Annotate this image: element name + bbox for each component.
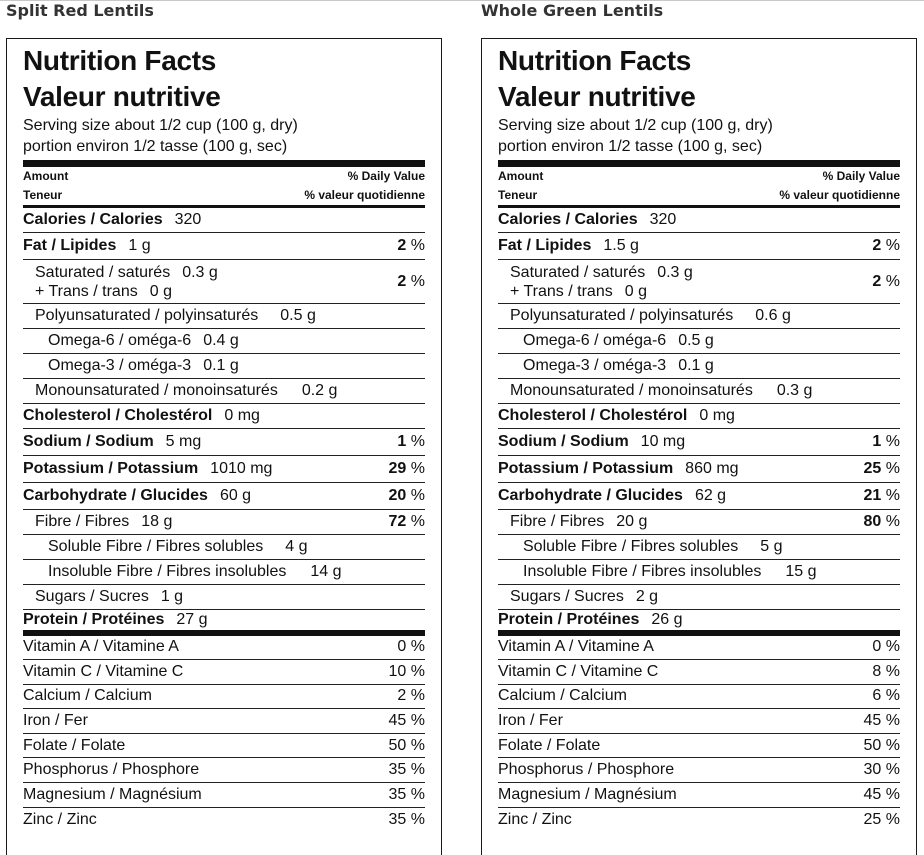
vitamin-pct: 35 % bbox=[388, 761, 425, 779]
protein-label: Protein / Protéines bbox=[498, 610, 640, 628]
soluble-fibre-qty: 4 g bbox=[285, 537, 308, 555]
polyunsaturated-row bbox=[23, 303, 425, 328]
title-en: Nutrition Facts bbox=[23, 45, 217, 76]
pct-sign: % bbox=[410, 512, 425, 530]
vitamin-pct: 50 % bbox=[388, 736, 425, 754]
fibre-label: Fibre / Fibres bbox=[35, 512, 130, 530]
saturated-trans-row bbox=[23, 259, 425, 303]
vitamin-row bbox=[498, 758, 900, 783]
serving-size-fr: portion environ 1/2 tasse (100 g, sec) bbox=[498, 138, 763, 155]
sodium-label: Sodium / Sodium bbox=[498, 433, 629, 450]
amount-label-fr: Teneur bbox=[23, 188, 63, 202]
saturated-trans-pct: 2 bbox=[397, 272, 407, 290]
soluble-fibre-qty: 5 g bbox=[760, 537, 783, 555]
calories-row bbox=[498, 205, 900, 232]
omega6-qty: 0.5 g bbox=[678, 332, 714, 349]
vitamin-label: Iron / Fer bbox=[23, 712, 88, 730]
sodium-row bbox=[498, 428, 900, 455]
nutrition-facts-panel bbox=[6, 38, 442, 855]
omega3-label: Omega-3 / oméga-3 bbox=[523, 357, 667, 374]
vitamin-pct: 6 % bbox=[872, 687, 900, 705]
serving-size-en: Serving size about 1/2 cup (100 g, dry) bbox=[498, 117, 773, 134]
vitamin-label: Phosphorus / Phosphore bbox=[23, 761, 200, 779]
saturated-label: Saturated / saturés bbox=[35, 263, 171, 281]
pct-sign: % bbox=[410, 272, 425, 290]
vitamin-row bbox=[498, 808, 900, 833]
fat-row bbox=[23, 232, 425, 259]
sodium-row bbox=[23, 428, 425, 455]
vitamin-label: Magnesium / Magnésium bbox=[23, 785, 202, 803]
carbohydrate-row bbox=[23, 482, 425, 509]
fibre-pct: 72 bbox=[388, 512, 407, 530]
omega3-label: Omega-3 / oméga-3 bbox=[48, 357, 192, 374]
soluble-fibre-row bbox=[498, 534, 900, 559]
soluble-fibre-label: Soluble Fibre / Fibres solubles bbox=[523, 537, 739, 555]
vitamin-row bbox=[498, 709, 900, 734]
daily-value-label: % Daily Value bbox=[822, 169, 900, 183]
vitamin-label: Folate / Folate bbox=[498, 736, 601, 754]
monounsaturated-row bbox=[23, 378, 425, 403]
fat-label: Fat / Lipides bbox=[23, 237, 117, 254]
vitamin-pct: 50 % bbox=[863, 736, 900, 754]
potassium-pct: 25 bbox=[863, 460, 882, 477]
omega3-qty: 0.1 g bbox=[203, 357, 239, 374]
cholesterol-qty: 0 mg bbox=[224, 407, 260, 424]
vitamin-row bbox=[23, 734, 425, 759]
vitamin-row bbox=[23, 709, 425, 734]
insoluble-fibre-label: Insoluble Fibre / Fibres insolubles bbox=[48, 562, 287, 580]
vitamin-row bbox=[498, 660, 900, 685]
amount-label-fr: Teneur bbox=[498, 188, 538, 202]
fibre-row bbox=[498, 509, 900, 534]
pct-sign: % bbox=[885, 486, 900, 504]
potassium-row bbox=[23, 455, 425, 482]
daily-value-label-fr: % valeur quotidienne bbox=[304, 188, 425, 202]
pct-sign: % bbox=[885, 460, 900, 477]
trans-label: + Trans / trans bbox=[510, 282, 613, 300]
fibre-pct: 80 bbox=[863, 512, 882, 530]
vitamin-label: Iron / Fer bbox=[498, 712, 563, 730]
sugars-qty: 1 g bbox=[160, 587, 184, 605]
fibre-qty: 18 g bbox=[141, 512, 173, 530]
vitamin-pct: 0 % bbox=[397, 638, 425, 656]
potassium-label: Potassium / Potassium bbox=[23, 460, 199, 477]
serving-size-fr: portion environ 1/2 tasse (100 g, sec) bbox=[23, 138, 288, 155]
soluble-fibre-label: Soluble Fibre / Fibres solubles bbox=[48, 537, 264, 555]
daily-value-label: % Daily Value bbox=[347, 169, 425, 183]
poly-label: Polyunsaturated / polyinsaturés bbox=[35, 307, 259, 324]
vitamin-pct: 0 % bbox=[872, 638, 900, 656]
cholesterol-label: Cholesterol / Cholestérol bbox=[498, 407, 688, 424]
vitamin-row bbox=[498, 685, 900, 710]
trans-label: + Trans / trans bbox=[35, 282, 138, 300]
insoluble-fibre-qty: 14 g bbox=[310, 562, 342, 580]
fat-qty: 1 g bbox=[128, 237, 151, 254]
vitamin-row bbox=[23, 636, 425, 661]
pct-sign: % bbox=[885, 237, 900, 254]
amount-label: Amount bbox=[23, 169, 69, 183]
vitamin-pct: 45 % bbox=[388, 712, 425, 730]
insoluble-fibre-qty: 15 g bbox=[785, 562, 817, 580]
vitamin-pct: 2 % bbox=[397, 687, 425, 705]
vitamin-label: Vitamin C / Vitamine C bbox=[498, 662, 659, 680]
trans-qty: 0 g bbox=[624, 282, 647, 300]
carbohydrate-label: Carbohydrate / Glucides bbox=[498, 486, 683, 504]
product-title: Split Red Lentils bbox=[6, 1, 154, 20]
omega3-qty: 0.1 g bbox=[678, 357, 714, 374]
saturated-label: Saturated / saturés bbox=[510, 263, 646, 281]
saturated-trans-row bbox=[498, 259, 900, 303]
vitamin-pct: 45 % bbox=[863, 712, 900, 730]
mono-qty: 0.2 g bbox=[301, 382, 338, 399]
potassium-qty: 860 mg bbox=[685, 460, 739, 477]
amount-label: Amount bbox=[498, 169, 544, 183]
sugars-row bbox=[498, 584, 900, 609]
protein-row bbox=[23, 609, 425, 636]
title-fr: Valeur nutritive bbox=[23, 81, 221, 112]
sodium-label: Sodium / Sodium bbox=[23, 433, 154, 450]
saturated-qty: 0.3 g bbox=[657, 263, 693, 281]
pct-sign: % bbox=[885, 433, 900, 450]
poly-qty: 0.6 g bbox=[755, 307, 791, 324]
amount-header-fr bbox=[498, 186, 900, 205]
vitamin-row bbox=[498, 783, 900, 808]
vitamin-mineral-list bbox=[23, 636, 425, 833]
pct-sign: % bbox=[885, 512, 900, 530]
pct-sign: % bbox=[410, 433, 425, 450]
trans-qty: 0 g bbox=[149, 282, 172, 300]
protein-qty: 26 g bbox=[651, 610, 683, 628]
pct-sign: % bbox=[885, 272, 900, 290]
vitamin-label: Zinc / Zinc bbox=[23, 810, 97, 828]
vitamin-pct: 8 % bbox=[872, 662, 900, 680]
fat-qty: 1.5 g bbox=[603, 237, 639, 254]
saturated-qty: 0.3 g bbox=[182, 263, 218, 281]
omega3-row bbox=[23, 353, 425, 378]
carbohydrate-pct: 20 bbox=[388, 486, 407, 504]
insoluble-fibre-row bbox=[23, 559, 425, 584]
fat-pct: 2 bbox=[872, 237, 882, 254]
pct-sign: % bbox=[410, 460, 425, 477]
carbohydrate-label: Carbohydrate / Glucides bbox=[23, 486, 208, 504]
calories-label: Calories / Calories bbox=[498, 211, 638, 228]
vitamin-label: Vitamin A / Vitamine A bbox=[23, 638, 179, 656]
protein-label: Protein / Protéines bbox=[23, 610, 165, 628]
monounsaturated-row bbox=[498, 378, 900, 403]
vitamin-label: Vitamin C / Vitamine C bbox=[23, 662, 184, 680]
vitamin-pct: 30 % bbox=[863, 761, 900, 779]
sugars-label: Sugars / Sucres bbox=[510, 587, 624, 605]
vitamin-label: Folate / Folate bbox=[23, 736, 126, 754]
thick-divider bbox=[498, 160, 900, 167]
vitamin-pct: 45 % bbox=[863, 785, 900, 803]
sugars-label: Sugars / Sucres bbox=[35, 587, 149, 605]
sodium-pct: 1 bbox=[397, 433, 407, 450]
omega6-qty: 0.4 g bbox=[203, 332, 239, 349]
calories-value: 320 bbox=[649, 211, 677, 228]
vitamin-pct: 35 % bbox=[388, 785, 425, 803]
pct-sign: % bbox=[410, 237, 425, 254]
soluble-fibre-row bbox=[23, 534, 425, 559]
thick-divider bbox=[23, 160, 425, 167]
vitamin-label: Calcium / Calcium bbox=[23, 687, 152, 705]
amount-header bbox=[23, 167, 425, 186]
mono-qty: 0.3 g bbox=[776, 382, 813, 399]
vitamin-mineral-list bbox=[498, 636, 900, 833]
fibre-row bbox=[23, 509, 425, 534]
vitamin-label: Magnesium / Magnésium bbox=[498, 785, 677, 803]
mono-label: Monounsaturated / monoinsaturés bbox=[35, 382, 278, 399]
cholesterol-label: Cholesterol / Cholestérol bbox=[23, 407, 213, 424]
daily-value-label-fr: % valeur quotidienne bbox=[779, 188, 900, 202]
calories-value: 320 bbox=[174, 211, 202, 228]
vitamin-pct: 10 % bbox=[388, 662, 425, 680]
amount-header-fr bbox=[23, 186, 425, 205]
protein-row bbox=[498, 609, 900, 636]
product-title: Whole Green Lentils bbox=[481, 1, 664, 20]
fat-pct: 2 bbox=[397, 237, 407, 254]
vitamin-row bbox=[498, 636, 900, 661]
sodium-pct: 1 bbox=[872, 433, 882, 450]
potassium-qty: 1010 mg bbox=[210, 460, 273, 477]
sugars-row bbox=[23, 584, 425, 609]
calories-row bbox=[23, 205, 425, 232]
vitamin-label: Vitamin A / Vitamine A bbox=[498, 638, 654, 656]
saturated-trans-pct: 2 bbox=[872, 272, 882, 290]
carbohydrate-row bbox=[498, 482, 900, 509]
omega6-row bbox=[498, 328, 900, 353]
insoluble-fibre-row bbox=[498, 559, 900, 584]
fibre-qty: 20 g bbox=[616, 512, 648, 530]
insoluble-fibre-label: Insoluble Fibre / Fibres insolubles bbox=[523, 562, 762, 580]
amount-header bbox=[498, 167, 900, 186]
potassium-label: Potassium / Potassium bbox=[498, 460, 674, 477]
carbohydrate-qty: 60 g bbox=[219, 486, 252, 504]
fat-row bbox=[498, 232, 900, 259]
vitamin-pct: 35 % bbox=[388, 810, 425, 828]
potassium-pct: 29 bbox=[388, 460, 407, 477]
mono-label: Monounsaturated / monoinsaturés bbox=[510, 382, 753, 399]
fibre-label: Fibre / Fibres bbox=[510, 512, 605, 530]
fat-label: Fat / Lipides bbox=[498, 237, 592, 254]
cholesterol-row bbox=[23, 403, 425, 428]
vitamin-label: Phosphorus / Phosphore bbox=[498, 761, 675, 779]
calories-label: Calories / Calories bbox=[23, 211, 163, 228]
omega6-label: Omega-6 / oméga-6 bbox=[523, 332, 667, 349]
vitamin-label: Calcium / Calcium bbox=[498, 687, 627, 705]
sodium-qty: 10 mg bbox=[640, 433, 686, 450]
sodium-qty: 5 mg bbox=[165, 433, 202, 450]
cholesterol-row bbox=[498, 403, 900, 428]
sugars-qty: 2 g bbox=[635, 587, 659, 605]
vitamin-pct: 25 % bbox=[863, 810, 900, 828]
polyunsaturated-row bbox=[498, 303, 900, 328]
title-en: Nutrition Facts bbox=[498, 45, 692, 76]
carbohydrate-pct: 21 bbox=[863, 486, 882, 504]
omega6-row bbox=[23, 328, 425, 353]
protein-qty: 27 g bbox=[176, 610, 208, 628]
omega3-row bbox=[498, 353, 900, 378]
carbohydrate-qty: 62 g bbox=[694, 486, 727, 504]
vitamin-row bbox=[23, 808, 425, 833]
pct-sign: % bbox=[410, 486, 425, 504]
title-fr: Valeur nutritive bbox=[498, 81, 696, 112]
nutrition-facts-panel bbox=[481, 38, 917, 855]
vitamin-row bbox=[498, 734, 900, 759]
poly-label: Polyunsaturated / polyinsaturés bbox=[510, 307, 734, 324]
serving-size-en: Serving size about 1/2 cup (100 g, dry) bbox=[23, 117, 298, 134]
vitamin-row bbox=[23, 758, 425, 783]
cholesterol-qty: 0 mg bbox=[699, 407, 735, 424]
vitamin-row bbox=[23, 783, 425, 808]
vitamin-row bbox=[23, 685, 425, 710]
vitamin-row bbox=[23, 660, 425, 685]
poly-qty: 0.5 g bbox=[280, 307, 316, 324]
omega6-label: Omega-6 / oméga-6 bbox=[48, 332, 192, 349]
potassium-row bbox=[498, 455, 900, 482]
vitamin-label: Zinc / Zinc bbox=[498, 810, 572, 828]
